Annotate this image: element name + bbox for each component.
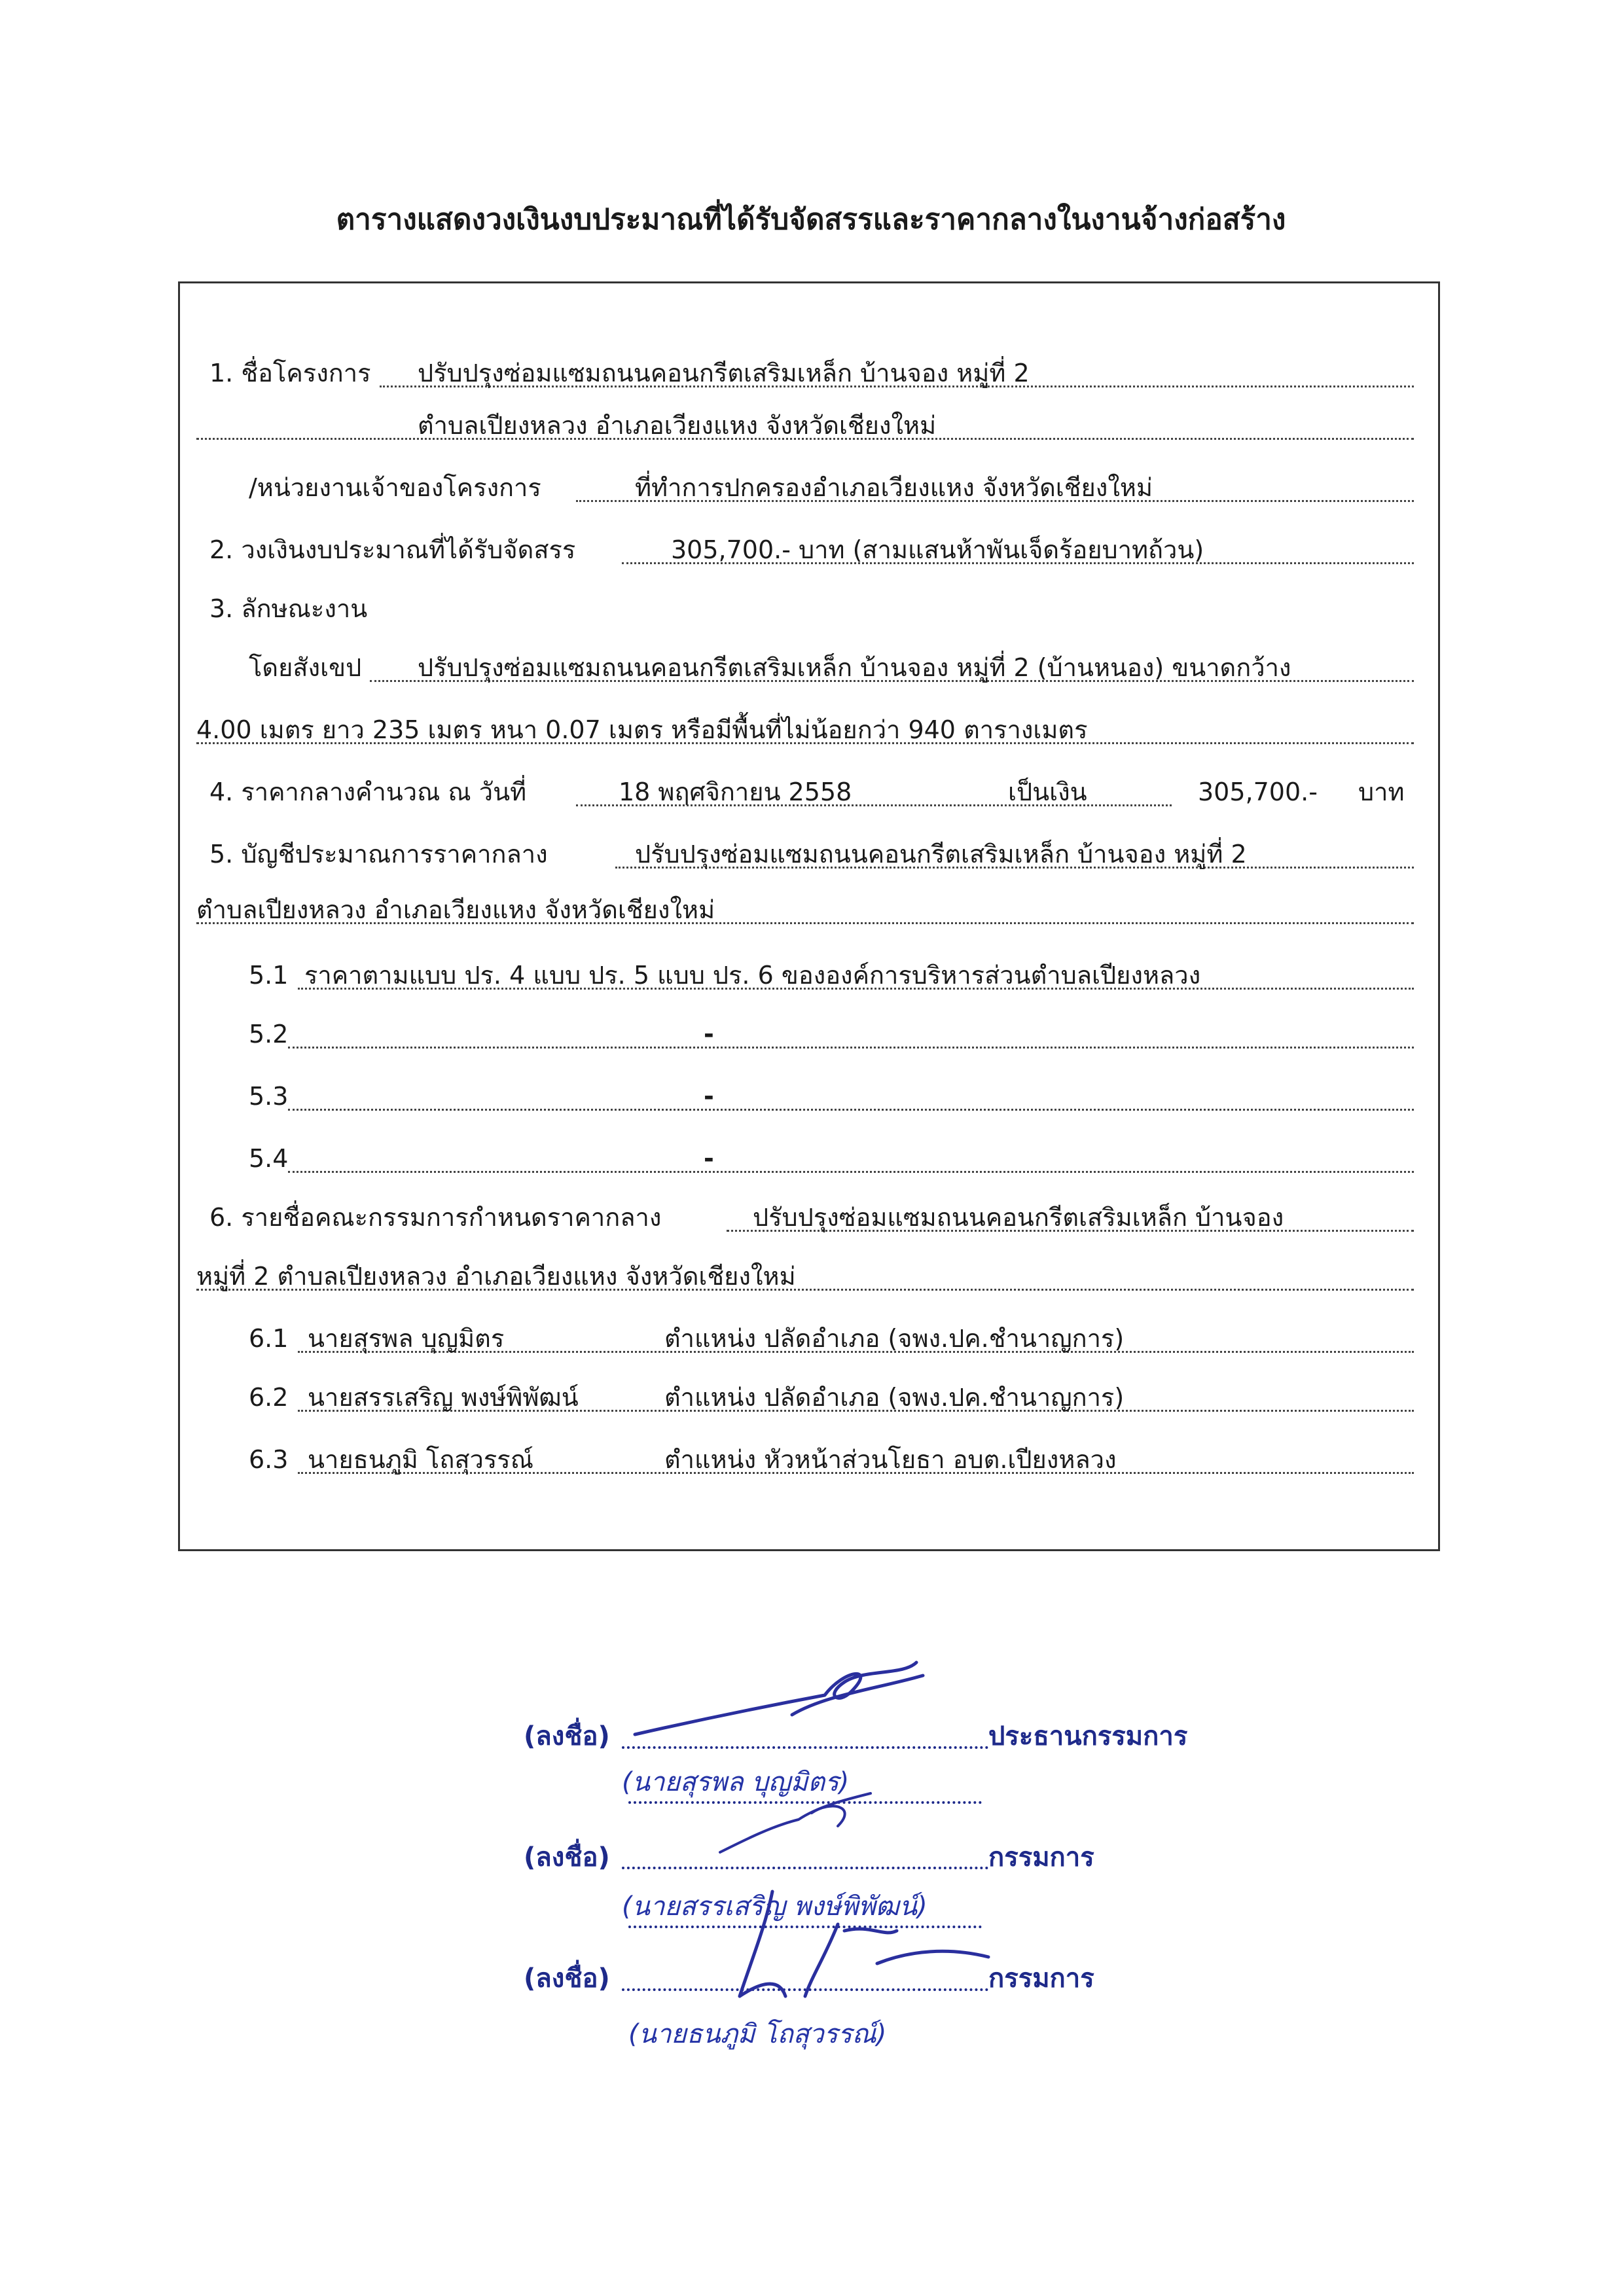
item5-line1: ปรับปรุงซ่อมแซมถนนคอนกรีตเสริมเหล็ก บ้านจอง หมู่ที่ 2 <box>635 840 1247 869</box>
sub-number: 5.4 <box>249 1144 289 1173</box>
signer-role: ประธานกรรมการ <box>988 1721 1188 1751</box>
dotted-leader <box>288 1109 1414 1111</box>
sub-text: ราคาตามแบบ ปร. 4 แบบ ปร. 5 แบบ ปร. 6 ขององค์การบริหารส่วนตำบลเปียงหลวง <box>304 961 1201 990</box>
summary-line1: ปรับปรุงซ่อมแซมถนนคอนกรีตเสริมเหล็ก บ้านจอง หมู่ที่ 2 (บ้านหนอง) ขนาดกว้าง <box>418 653 1291 682</box>
sub-text: - <box>704 1144 714 1173</box>
item5-sub-4 <box>249 1142 1414 1175</box>
item5-sub-2 <box>249 1018 1414 1050</box>
item3-label: 3. ลักษณะงาน <box>209 594 368 623</box>
member-position: ตำแหน่ง หัวหน้าส่วนโยธา อบต.เปียงหลวง <box>664 1445 1117 1474</box>
owner-label: /หน่วยงานเจ้าของโครงการ <box>249 473 541 502</box>
member-number: 6.1 <box>249 1324 289 1353</box>
signature-line <box>622 1867 988 1869</box>
handwritten-signature-2 <box>707 1787 877 1865</box>
member-row-1 <box>249 1322 1414 1355</box>
item1-label: 1. ชื่อโครงการ <box>209 359 371 387</box>
sub-text: - <box>704 1082 714 1111</box>
item3-summary-row <box>249 651 1414 684</box>
handwritten-signature-1 <box>628 1656 929 1741</box>
member-name: นายธนภูมิ โถสุวรรณ์ <box>308 1445 533 1474</box>
amount-label: เป็นเงิน <box>1008 778 1087 806</box>
member-name: นายสุรพล บุญมิตร <box>308 1324 505 1353</box>
stamped-name: (นายสรรเสริญ พงษ์พิพัฒน์) <box>622 1892 928 1922</box>
calc-amount: 305,700.- <box>1198 778 1318 806</box>
item3-row <box>209 592 864 625</box>
budget-amount: 305,700.- บาท (สามแสนห้าพันเจ็ดร้อยบาทถ้วน) <box>671 535 1204 564</box>
member-row-3 <box>249 1443 1414 1476</box>
document-title: ตารางแสดงวงเงินงบประมาณที่ได้รับจัดสรรและราคากลางในงานจ้างก่อสร้าง <box>336 203 1286 236</box>
summary-label: โดยสังเขป <box>249 653 362 682</box>
member-position: ตำแหน่ง ปลัดอำเภอ (จพง.ปค.ชำนาญการ) <box>664 1383 1125 1412</box>
item6-line1: ปรับปรุงซ่อมแซมถนนคอนกรีตเสริมเหล็ก บ้านจอง <box>753 1203 1284 1232</box>
member-position: ตำแหน่ง ปลัดอำเภอ (จพง.ปค.ชำนาญการ) <box>664 1324 1125 1353</box>
sign-label: (ลงชื่อ) <box>524 1721 610 1751</box>
item1-owner-row <box>249 471 1414 504</box>
item6-row2 <box>196 1260 1414 1293</box>
item5-label: 5. บัญชีประมาณการราคากลาง <box>209 840 548 869</box>
signature-line <box>622 1746 988 1749</box>
item1-location-row <box>196 409 1414 442</box>
item5-sub-1 <box>249 959 1414 992</box>
sub-number: 5.2 <box>249 1020 289 1049</box>
item5-row <box>209 838 1414 870</box>
project-name: ปรับปรุงซ่อมแซมถนนคอนกรีตเสริมเหล็ก บ้านจอง หมู่ที่ 2 <box>418 359 1030 387</box>
signer-role: กรรมการ <box>988 1842 1094 1873</box>
item6-line2: หมู่ที่ 2 ตำบลเปียงหลวง อำเภอเวียงแหง จังหวัดเชียงใหม่ <box>196 1262 796 1291</box>
sub-text: - <box>704 1020 714 1049</box>
item5-line2: ตำบลเปียงหลวง อำเภอเวียงแหง จังหวัดเชียงใหม่ <box>196 895 715 924</box>
item5-row2 <box>196 893 1414 926</box>
member-name: นายสรรเสริญ พงษ์พิพัฒน์ <box>308 1383 579 1412</box>
item6-row <box>209 1201 1414 1234</box>
item2-row <box>209 533 1414 566</box>
item2-label: 2. วงเงินงบประมาณที่ได้รับจัดสรร <box>209 535 576 564</box>
sign-label: (ลงชื่อ) <box>524 1842 610 1873</box>
dotted-leader <box>288 1047 1414 1049</box>
handwritten-signature-3 <box>720 1885 995 2003</box>
sign-label: (ลงชื่อ) <box>524 1964 610 1994</box>
item3-summary-row2 <box>196 713 1414 746</box>
signer-role: กรรมการ <box>988 1964 1094 1994</box>
amount-unit: บาท <box>1358 778 1405 806</box>
handwritten-name: (นายธนภูมิ โถสุวรรณ์) <box>628 2019 887 2049</box>
item5-sub-3 <box>249 1080 1414 1113</box>
member-number: 6.2 <box>249 1383 289 1412</box>
stamped-name: (นายสุรพล บุญมิตร) <box>622 1767 850 1797</box>
sub-number: 5.3 <box>249 1082 289 1111</box>
sub-number: 5.1 <box>249 961 289 990</box>
item4-row <box>209 776 1433 808</box>
project-location: ตำบลเปียงหลวง อำเภอเวียงแหง จังหวัดเชียงใหม่ <box>418 411 937 440</box>
calc-date: 18 พฤศจิกายน 2558 <box>619 778 852 806</box>
member-row-2 <box>249 1381 1414 1414</box>
owner-agency: ที่ทำการปกครองอำเภอเวียงแหง จังหวัดเชียงใหม่ <box>635 473 1153 502</box>
summary-line2: 4.00 เมตร ยาว 235 เมตร หนา 0.07 เมตร หรือมีพื้นที่ไม่น้อยกว่า 940 ตารางเมตร <box>196 715 1088 744</box>
dotted-leader <box>288 1171 1414 1173</box>
item1-row <box>209 357 1414 389</box>
item6-label: 6. รายชื่อคณะกรรมการกำหนดราคากลาง <box>209 1203 662 1232</box>
item4-label: 4. ราคากลางคำนวณ ณ วันที่ <box>209 778 527 806</box>
member-number: 6.3 <box>249 1445 289 1474</box>
